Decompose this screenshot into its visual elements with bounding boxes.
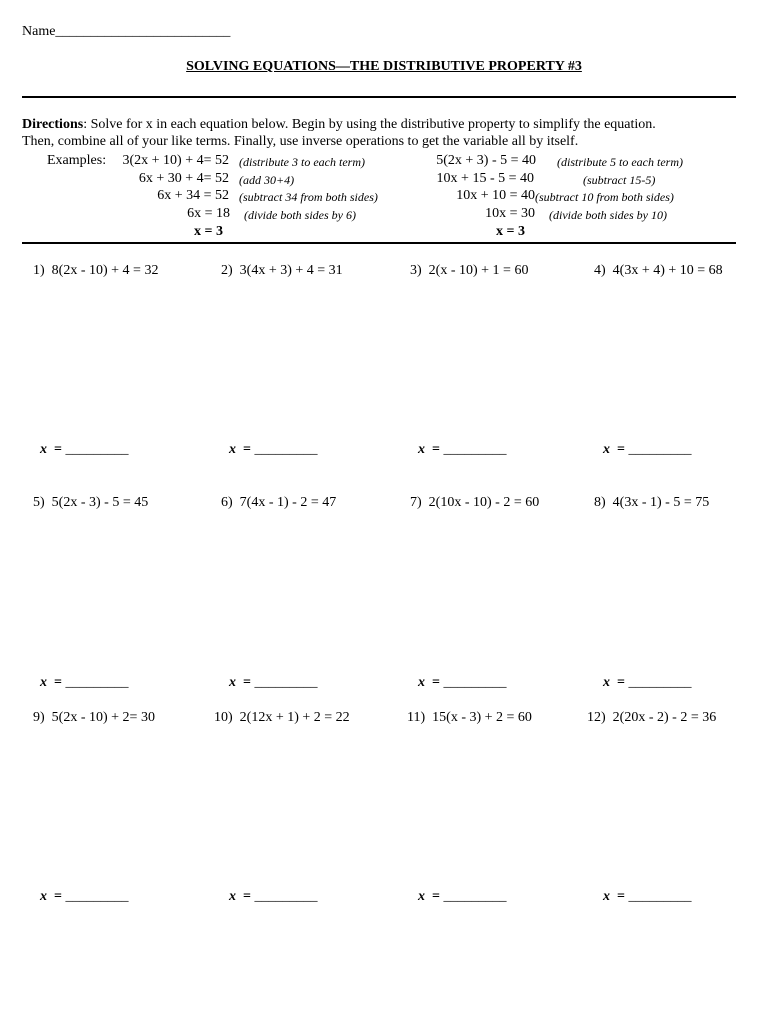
example-left-eq: 3(2x + 10) + 4= 52 <box>122 153 229 168</box>
example-left-answer: x = 3 <box>194 224 223 239</box>
example-left-note: (add 30+4) <box>239 173 295 187</box>
example-right-eq: 10x + 15 - 5 = 40 <box>436 171 534 186</box>
problem: 4) 4(3x + 4) + 10 = 68 <box>594 263 723 278</box>
example-right-note: (divide both sides by 10) <box>549 208 667 222</box>
problem: 2) 3(4x + 3) + 4 = 31 <box>221 263 343 278</box>
problem: 7) 2(10x - 10) - 2 = 60 <box>410 495 540 510</box>
directions-label: Directions <box>22 117 84 132</box>
problem: 5) 5(2x - 3) - 5 = 45 <box>33 495 149 510</box>
answer-blank[interactable]: x = _________ <box>418 675 507 690</box>
example-left-eq: 6x + 34 = 52 <box>157 188 229 203</box>
example-right-eq: 5(2x + 3) - 5 = 40 <box>436 153 536 168</box>
name-field-label: Name_________________________ <box>22 24 231 39</box>
answer-blank[interactable]: x = _________ <box>418 889 507 904</box>
problem: 9) 5(2x - 10) + 2= 30 <box>33 710 155 725</box>
answer-blank[interactable]: x = _________ <box>40 442 129 457</box>
answer-blank[interactable]: x = _________ <box>603 889 692 904</box>
example-left-eq: 6x + 30 + 4= 52 <box>138 171 229 186</box>
example-left-note: (divide both sides by 6) <box>244 208 356 222</box>
examples-label: Examples: <box>47 153 107 168</box>
problem: 10) 2(12x + 1) + 2 = 22 <box>214 710 350 725</box>
example-right-eq: 10x + 10 = 40 <box>456 188 535 203</box>
example-right-note: (subtract 10 from both sides) <box>535 190 674 204</box>
example-left-note: (subtract 34 from both sides) <box>239 190 378 204</box>
example-right-note: (subtract 15-5) <box>583 173 656 187</box>
directions-line-2: Then, combine all of your like terms. Finally, use inverse operations to get the variable all by itself. <box>22 134 579 149</box>
problem: 11) 15(x - 3) + 2 = 60 <box>407 710 532 725</box>
answer-blank[interactable]: x = _________ <box>229 675 318 690</box>
worksheet-title: SOLVING EQUATIONS—THE DISTRIBUTIVE PROPERTY #3 <box>186 59 582 74</box>
examples-divider <box>22 242 736 244</box>
example-left-note: (distribute 3 to each term) <box>239 155 365 169</box>
answer-blank[interactable]: x = _________ <box>603 675 692 690</box>
directions-line-1 <box>22 117 656 133</box>
problem: 12) 2(20x - 2) - 2 = 36 <box>587 710 717 725</box>
problem: 6) 7(4x - 1) - 2 = 47 <box>221 495 337 510</box>
answer-blank[interactable]: x = _________ <box>229 889 318 904</box>
answer-blank[interactable]: x = _________ <box>40 675 129 690</box>
problem: 8) 4(3x - 1) - 5 = 75 <box>594 495 710 510</box>
example-right-answer: x = 3 <box>496 224 525 239</box>
answer-blank[interactable]: x = _________ <box>40 889 129 904</box>
example-right-note: (distribute 5 to each term) <box>557 155 683 169</box>
top-divider <box>22 96 736 98</box>
example-right-eq: 10x = 30 <box>485 206 535 221</box>
problem: 3) 2(x - 10) + 1 = 60 <box>410 263 529 278</box>
answer-blank[interactable]: x = _________ <box>418 442 507 457</box>
answer-blank[interactable]: x = _________ <box>229 442 318 457</box>
example-left-eq: 6x = 18 <box>187 206 230 221</box>
directions-text-1: : Solve for x in each equation below. Begin by using the distributive property to simplify the equation. <box>83 117 656 132</box>
answer-blank[interactable]: x = _________ <box>603 442 692 457</box>
problem: 1) 8(2x - 10) + 4 = 32 <box>33 263 159 278</box>
